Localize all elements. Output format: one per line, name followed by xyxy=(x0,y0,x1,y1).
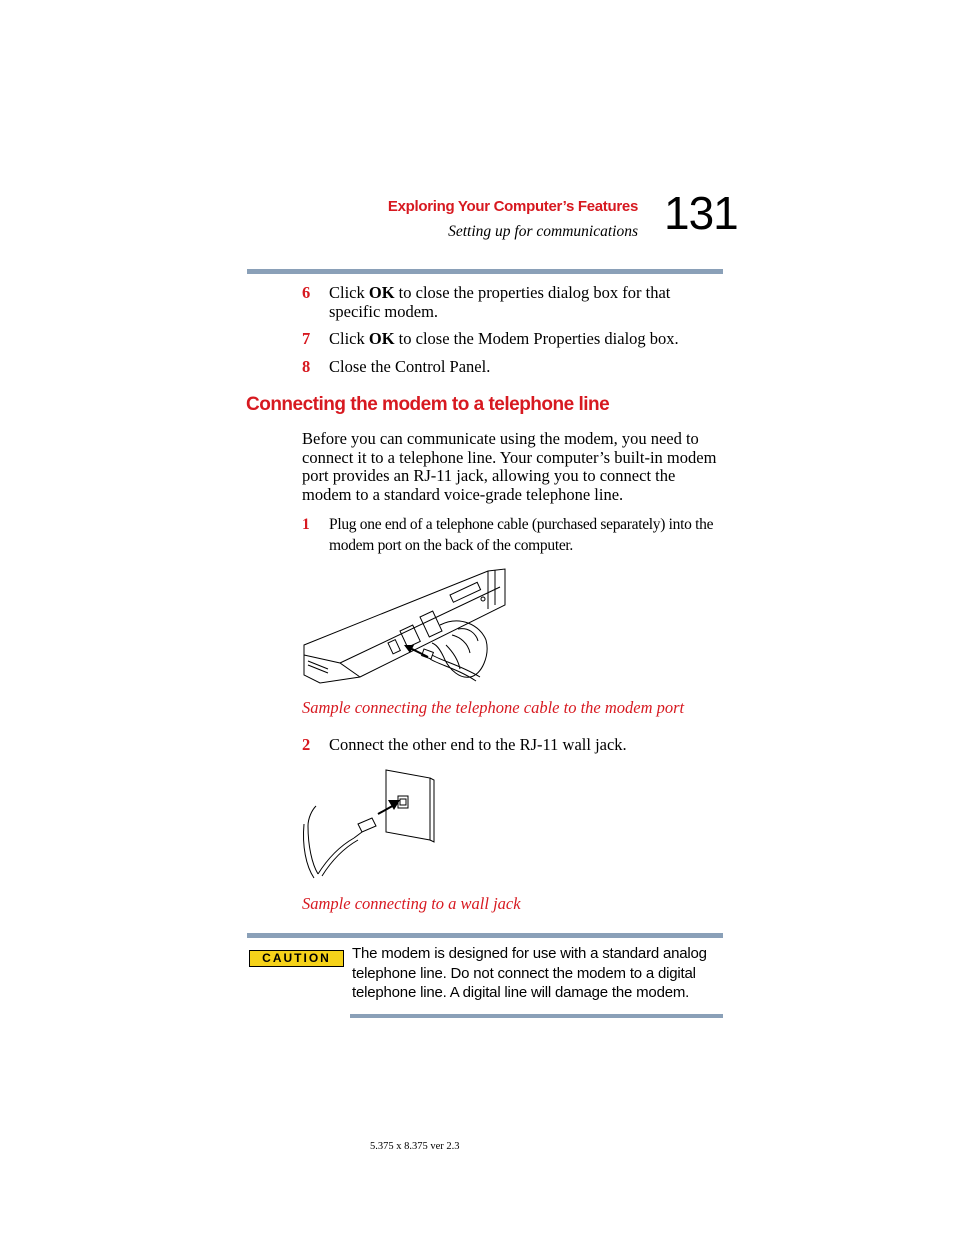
step-6 xyxy=(302,284,722,321)
step-number: 1 xyxy=(302,516,310,533)
step-number: 6 xyxy=(302,283,311,302)
section-heading: Connecting the modem to a telephone line xyxy=(246,394,610,415)
wall-jack-illustration xyxy=(300,766,440,881)
step-number: 2 xyxy=(302,735,311,754)
figure-caption-wall-jack: Sample connecting to a wall jack xyxy=(302,894,521,913)
step-number: 7 xyxy=(302,329,311,348)
step-text: Click xyxy=(329,329,369,348)
intro-paragraph: Before you can communicate using the modem, you need to connect it to a telephone line. Your computer’s built-in modem port provides an RJ-11 jack, allowing you to connect the modem to a standard voice-grade telephone line. xyxy=(302,429,717,505)
header-rule xyxy=(247,269,723,274)
step-2 xyxy=(302,736,722,755)
step-bold-text: OK xyxy=(368,283,395,302)
caution-badge: CAUTION xyxy=(249,950,344,967)
running-header-section: Exploring Your Computer’s Features xyxy=(387,198,638,215)
caution-top-rule xyxy=(247,933,723,938)
figure-caption-modem-port: Sample connecting the telephone cable to the modem port xyxy=(302,698,685,717)
step-text: Click xyxy=(329,283,369,302)
caution-text: The modem is designed for use with a standard analog telephone line. Do not connect the modem to a digital telephone line. A digital line will damage the modem. xyxy=(352,945,707,1001)
step-text: to close the properties dialog box for that specific modem. xyxy=(329,283,671,321)
step-text: Connect the other end to the RJ-11 wall jack. xyxy=(329,735,627,754)
step-text: to close the Modem Properties dialog box. xyxy=(394,329,679,348)
step-1 xyxy=(302,514,722,556)
caution-bottom-rule xyxy=(350,1014,723,1018)
step-bold-text: OK xyxy=(368,329,395,348)
step-number: 8 xyxy=(302,357,311,376)
step-text: Close the Control Panel. xyxy=(329,357,491,376)
page-number: 131 xyxy=(664,187,738,239)
laptop-modem-port-illustration xyxy=(300,565,510,690)
step-7 xyxy=(302,330,722,349)
page-footer: 5.375 x 8.375 ver 2.3 xyxy=(370,1141,460,1152)
step-8 xyxy=(302,358,722,377)
running-header-subsection: Setting up for communications xyxy=(448,223,638,240)
step-text: Plug one end of a telephone cable (purchased separately) into the modem port on the back of the computer. xyxy=(329,516,714,554)
